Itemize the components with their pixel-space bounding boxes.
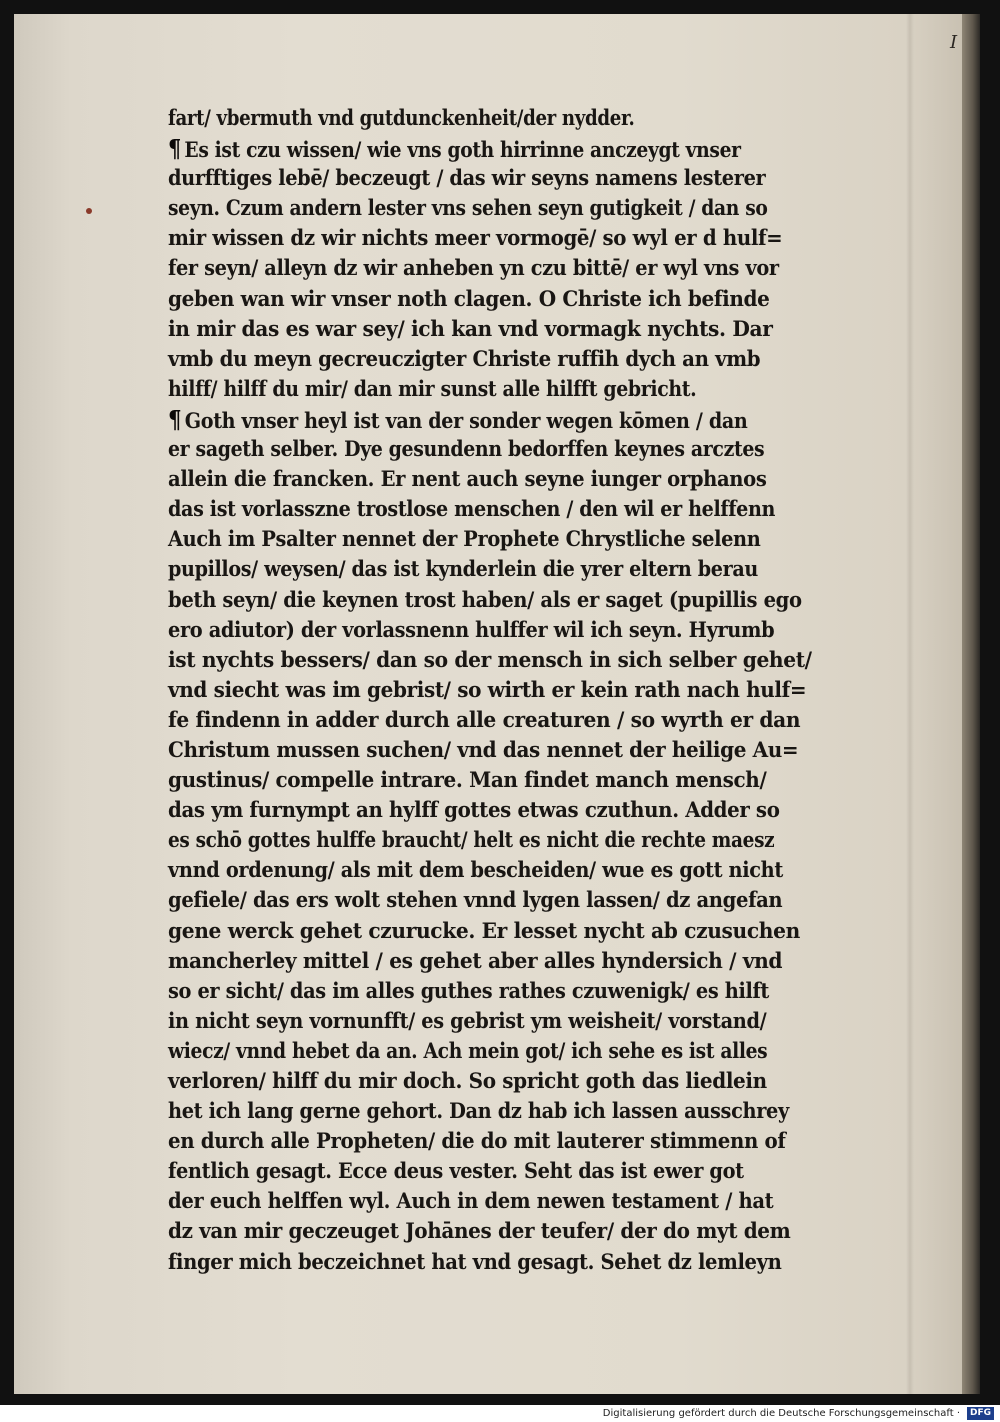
text-line: fentlich gesagt. Ecce deus vester. Seht das ist ewer got: [168, 1159, 744, 1185]
text-line: in nicht seyn vornunfft/ es gebrist ym weisheit/ vorstand/: [168, 1008, 767, 1034]
text-line: verloren/ hilff du mir doch. So spricht goth das liedlein: [168, 1069, 767, 1094]
text-line: das ym furnympt an hylff gottes etwas czuthun. Adder so: [168, 798, 780, 824]
dfg-logo: DFG: [967, 1407, 994, 1420]
page-gutter-shadow: [906, 14, 914, 1394]
pilcrow-icon: ¶: [168, 404, 182, 434]
paragraph-line: [168, 134, 793, 164]
text-line: gustinus/ compelle intrare. Man findet manch mensch/: [168, 768, 767, 794]
text-line: dz van mir geczeuget Johānes der teufer/ der do myt dem: [168, 1219, 791, 1245]
text-line: er sageth selber. Dye gesundenn bedorffen keynes arcztes: [168, 437, 765, 463]
text-line: gefiele/ das ers wolt stehen vnnd lygen lassen/ dz angefan: [168, 888, 783, 914]
text-line: vnnd ordenung/ als mit dem bescheiden/ wue es gott nicht: [168, 858, 783, 884]
text-line: der euch helffen wyl. Auch in dem newen testament / hat: [168, 1189, 774, 1215]
text-line: pupillos/ weysen/ das ist kynderlein die yrer eltern berau: [168, 557, 758, 583]
text-line: in mir das es war sey/ ich kan vnd vormagk nychts. Dar: [168, 316, 773, 342]
paragraph-line: [168, 405, 807, 435]
digitization-credit: Digitalisierung gefördert durch die Deutsche Forschungsgemeinschaft ·: [602, 1408, 960, 1419]
text-line: fart/ vbermuth vnd gutdunckenheit/der nydder.: [168, 106, 635, 131]
text-line: fe findenn in adder durch alle creaturen / so wyrth er dan: [168, 707, 801, 733]
text-line: beth seyn/ die keynen trost haben/ als er saget (pupillis ego: [168, 587, 802, 613]
text-line: geben wan wir vnser noth clagen. O Christe ich befinde: [168, 286, 770, 312]
pilcrow-icon: ¶: [168, 134, 181, 164]
text-line: Auch im Psalter nennet der Prophete Chrystliche selenn: [168, 527, 761, 553]
text-line: Es ist czu wissen/ wie vns goth hirrinne anczeygt vnser: [184, 138, 741, 164]
text-line: Christum mussen suchen/ vnd das nennet der heilige Au=: [168, 737, 799, 763]
text-line: finger mich beczeichnet hat vnd gesagt. Sehet dz lemleyn: [168, 1249, 782, 1275]
folio-number: I: [950, 32, 958, 53]
text-line: hilff/ hilff du mir/ dan mir sunst alle hilfft gebricht.: [168, 376, 697, 402]
page-edge: [962, 14, 980, 1394]
text-line: vnd siecht was im gebrist/ so wirth er kein rath nach hulf=: [168, 677, 807, 703]
text-line: es schō gottes hulffe braucht/ helt es nicht die rechte maesz: [168, 828, 775, 854]
text-line: wiecz/ vnnd hebet da an. Ach mein got/ ich sehe es ist alles: [168, 1038, 768, 1064]
text-line: ero adiutor) der vorlassnenn hulffer wil ich seyn. Hyrumb: [168, 617, 775, 643]
text-line: Goth vnser heyl ist van der sonder wegen kōmen / dan: [184, 408, 748, 434]
text-line: so er sicht/ das im alles guthes rathes czuwenigk/ es hilft: [168, 978, 769, 1004]
text-line: seyn. Czum andern lester vns sehen seyn gutigkeit / dan so: [168, 196, 768, 222]
text-line: allein die francken. Er nent auch seyne iunger orphanos: [168, 467, 767, 493]
text-line: ist nychts bessers/ dan so der mensch in sich selber gehet/: [168, 647, 812, 673]
text-block: [168, 104, 886, 1278]
text-line: das ist vorlasszne trostlose menschen / den wil er helffenn: [168, 497, 776, 523]
text-line: en durch alle Propheten/ die do mit lauterer stimmenn of: [168, 1129, 786, 1155]
ink-spot: [86, 208, 92, 214]
text-line: gene werck gehet czurucke. Er lesset nycht ab czusuchen: [168, 918, 800, 944]
text-line: mir wissen dz wir nichts meer vormogē/ so wyl er d hulf=: [168, 226, 783, 252]
text-line: fer seyn/ alleyn dz wir anheben yn czu bittē/ er wyl vns vor: [168, 256, 779, 282]
text-line: durfftiges lebē/ beczeugt / das wir seyns namens lesterer: [168, 166, 766, 192]
text-line: vmb du meyn gecreuczigter Christe ruffih dych an vmb: [168, 346, 761, 372]
text-line: mancherley mittel / es gehet aber alles hyndersich / vnd: [168, 948, 783, 974]
text-line: het ich lang gerne gehort. Dan dz hab ich lassen ausschrey: [168, 1099, 789, 1125]
